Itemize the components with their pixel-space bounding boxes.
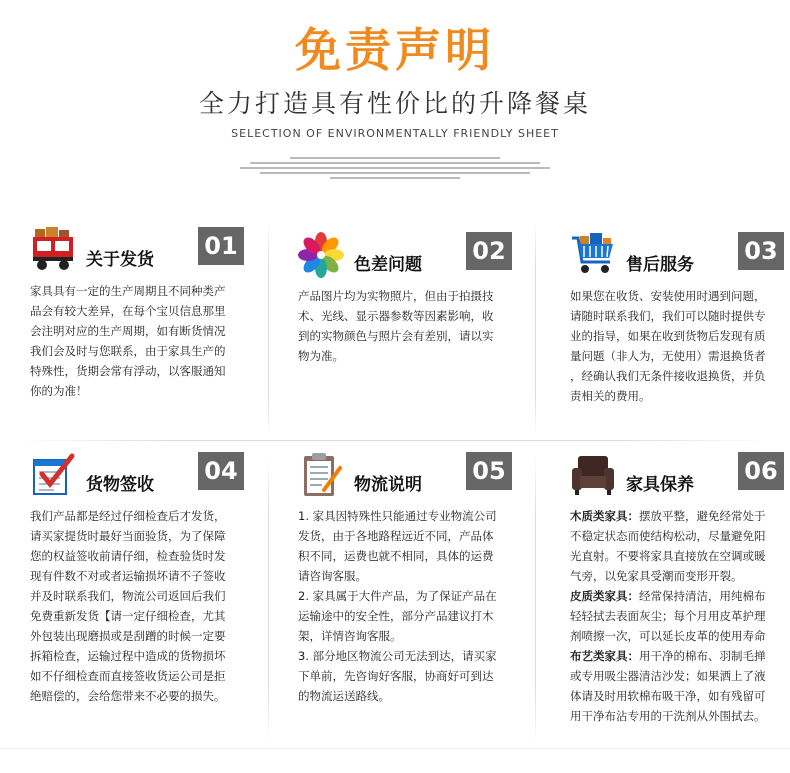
body-line: 运输途中的安全性，部分产品建议打木 [298,609,494,623]
page-title: 免责声明 [295,23,495,77]
body-line: 3. 部分地区物流公司无法到达，请买家 [298,649,497,663]
body-line: 绝赔偿的，会给您带来不必要的损失。 [30,689,226,703]
body-line: 的物流运送路线。 [298,689,390,703]
checklist-icon [30,452,76,498]
card-body [570,506,785,726]
body-line: 并及时联系我们，物流公司返回后我们 [30,589,226,603]
body-line: 量问题（非人为，无使用）需退换货者 [570,349,766,363]
body-line: 布艺类家具：用干净的棉布、羽制毛掸 [570,649,766,663]
number-badge: 01 [198,227,244,265]
body-line: 我们产品都是经过仔细检查后才发货， [30,509,226,523]
body-line: 架，详情咨询客服。 [298,629,402,643]
number-badge: 04 [198,452,244,490]
body-line: 拆箱检查，运输过程中造成的货物损坏 [30,649,226,663]
column-divider-2 [535,222,536,437]
body-line: 皮质类家具：经常保持清洁，用纯棉布 [570,589,766,603]
body-line: 发货，由于各地路程远近不同，产品体 [298,529,494,543]
color-wheel-icon [298,232,344,278]
section-label-leather: 皮质类家具： [570,589,639,603]
page-subtitle: 全力打造具有性价比的升降餐桌 [198,89,591,118]
row-divider [20,440,770,441]
card-title: 家具保养 [626,475,694,495]
column-divider-3 [268,455,269,745]
body-line: 特殊性，货期会常有浮动，以客服通知 [30,364,226,378]
number-badge: 02 [466,232,512,270]
card-title: 物流说明 [354,475,422,495]
clipboard-icon [298,452,344,498]
number-badge: 03 [738,232,784,270]
card-body [298,506,513,706]
body-line: 会注明对应的生产周期，如有断货情况 [30,324,226,338]
body-line: 您的权益签收前请仔细，检查验货时发 [30,549,226,563]
card-title: 色差问题 [354,255,422,275]
shopping-cart-icon [570,232,616,278]
body-line: 如不仔细检查而直接签收货运公司是拒 [30,669,226,683]
body-line: 物为准。 [298,349,344,363]
body-line: 请买家提货时最好当面验货，为了保障 [30,529,226,543]
decorative-fine-print [240,155,550,187]
body-line: 积不同，运费也就不相同，具体的运费 [298,549,494,563]
body-line: 你的为准！ [30,384,88,398]
section-label-wood: 木质类家具： [570,509,639,523]
card-body [570,286,785,406]
column-divider-4 [535,455,536,745]
card-title: 售后服务 [626,255,694,275]
number-badge: 05 [466,452,512,490]
card-body [298,286,513,366]
body-line: 气旁，以免家具受潮而变形开裂。 [570,569,743,583]
card-title: 货物签收 [86,475,154,495]
body-line: 产品图片均为实物照片，但由于拍摄技 [298,289,494,303]
bottom-divider [0,748,790,749]
body-line: 用干净布沾专用的干洗剂从外围拭去。 [570,709,766,723]
section-label-fabric: 布艺类家具： [570,649,639,663]
body-line: 1. 家具因特殊性只能通过专业物流公司 [298,509,497,523]
body-line: 或专用吸尘器清洁沙发；如果洒上了液 [570,669,766,683]
body-line: 到的实物颜色与照片会有差别，请以实 [298,329,494,343]
body-line: 体请及时用软棉布吸干净，如有残留可 [570,689,766,703]
body-line: 请咨询客服。 [298,569,367,583]
card-title: 关于发货 [86,250,154,270]
body-line: 免费重新发货【请一定仔细检查，尤其 [30,609,226,623]
body-line: 现有件数不对或者运输损坏请不子签收 [30,569,226,583]
fine-print-lines [240,155,550,185]
body-line: 不稳定状态而使结构松动，尽量避免阳 [570,529,766,543]
page-subtitle-english: SELECTION OF ENVIRONMENTALLY FRIENDLY SHEET [231,127,559,140]
card-body [30,506,245,706]
body-line: ，经确认我们无条件接收退换货，并负 [570,369,766,383]
number-badge: 06 [738,452,784,490]
body-line: 品会有较大差异，在每个宝贝信息那里 [30,304,226,318]
body-line: 木质类家具：摆放平整，避免经常处于 [570,509,766,523]
body-line: 业的指导，如果在收到货物后发现有质 [570,329,766,343]
body-line: 责相关的费用。 [570,389,651,403]
column-divider-1 [268,222,269,437]
body-line: 光直射。不要将家具直接放在空调或暖 [570,549,766,563]
card-body [30,281,245,401]
body-line: 2. 家具属于大件产品，为了保证产品在 [298,589,497,603]
body-line: 请随时联系我们，我们可以随时提供专 [570,309,766,323]
body-line: 轻轻拭去表面灰尘；每个月用皮革护理 [570,609,766,623]
body-line: 术、光线、显示器参数等因素影响，收 [298,309,494,323]
armchair-icon [570,452,616,498]
truck-icon [30,227,76,273]
body-line: 家具具有一定的生产周期且不同种类产 [30,284,226,298]
body-line: 如果您在收货、安装使用时遇到问题， [570,289,766,303]
body-line: 我们会及时与您联系，由于家具生产的 [30,344,226,358]
body-line: 下单前，先咨询好客服，协商好可到达 [298,669,494,683]
body-line: 外包装出现磨损或是刮蹭的时候一定要 [30,629,226,643]
body-line: 剂喷擦一次，可以延长皮革的使用寿命 [570,629,766,643]
